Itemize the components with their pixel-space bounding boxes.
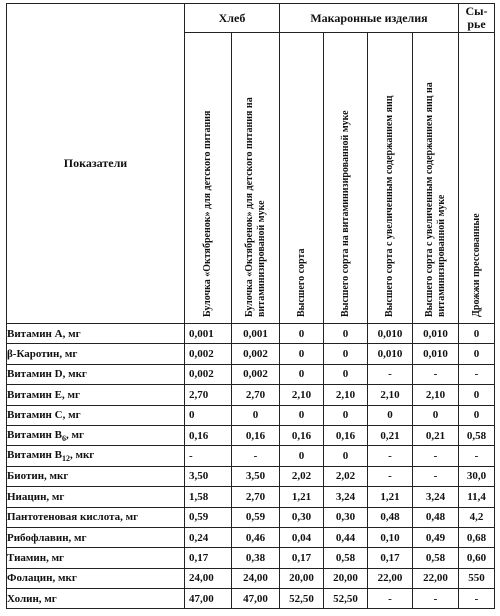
row-label-text: Биотин, мкг <box>7 470 69 483</box>
row-label <box>7 385 185 405</box>
table-cell: 2,02 <box>324 466 368 486</box>
table-cell: - <box>368 589 413 609</box>
table-cell: 0,001 <box>232 324 280 344</box>
table-body <box>7 324 495 609</box>
row-label <box>7 324 185 344</box>
row-label <box>7 466 185 486</box>
table-cell: 1,21 <box>368 487 413 507</box>
table-cell: - <box>185 446 232 466</box>
table-row <box>7 527 495 547</box>
column-header: Высшего сорта с увеличенным содержанием яиц <box>368 33 413 324</box>
table-cell: - <box>368 446 413 466</box>
table-cell: 0 <box>459 405 495 425</box>
table-cell: - <box>459 364 495 384</box>
table-cell: 0,21 <box>368 425 413 445</box>
row-label-text: Витамин В <box>7 428 62 441</box>
table-cell: 0 <box>280 446 324 466</box>
row-label-text: Витамин В <box>7 448 62 461</box>
table-cell: 22,00 <box>413 568 459 588</box>
row-label-text: Фолацин, мкг <box>7 572 77 585</box>
table-row <box>7 548 495 568</box>
table-cell: 0,002 <box>232 344 280 364</box>
row-label-subscript: 6 <box>61 433 66 443</box>
group-header-bread: Хлеб <box>185 4 280 33</box>
table-cell: 0 <box>280 344 324 364</box>
table-cell: 0,002 <box>185 344 232 364</box>
table-row <box>7 324 495 344</box>
table-cell: 47,00 <box>185 589 232 609</box>
row-label-unit: , мкг <box>69 448 95 461</box>
table-cell: 0,58 <box>324 548 368 568</box>
row-label-text: Витамин С, мг <box>7 409 81 422</box>
row-label <box>7 548 185 568</box>
row-label-subscript: 12 <box>61 454 70 464</box>
table-cell: 2,70 <box>185 385 232 405</box>
table-cell: 0,16 <box>232 425 280 445</box>
row-label-unit: , мг <box>65 428 84 441</box>
row-label <box>7 568 185 588</box>
table-cell: 2,02 <box>280 466 324 486</box>
table-cell: 47,00 <box>232 589 280 609</box>
table-cell: 2,10 <box>368 385 413 405</box>
table-cell: 0,16 <box>185 425 232 445</box>
row-label <box>7 446 185 466</box>
table-cell: - <box>368 364 413 384</box>
row-label-text: Рибофлавин, мг <box>7 531 87 544</box>
table-cell: - <box>413 466 459 486</box>
table-cell: 0,002 <box>185 364 232 384</box>
table-cell: 2,10 <box>324 385 368 405</box>
group-header-pasta: Макаронные изделия <box>280 4 459 33</box>
table-cell: 0 <box>324 324 368 344</box>
table-cell: 22,00 <box>368 568 413 588</box>
row-label-text: β-Каротин, мг <box>7 348 78 361</box>
table-cell: - <box>413 589 459 609</box>
table-row <box>7 507 495 527</box>
table-cell: 0 <box>324 344 368 364</box>
table-row <box>7 385 495 405</box>
row-label <box>7 364 185 384</box>
table-cell: - <box>232 446 280 466</box>
column-header: Булочка «Октябренок» для детского питания <box>185 33 232 324</box>
table-row <box>7 568 495 588</box>
table-cell: 0 <box>280 364 324 384</box>
table-cell: 0 <box>413 405 459 425</box>
table-cell: - <box>368 466 413 486</box>
table-cell: 0 <box>324 405 368 425</box>
table-cell: 0,30 <box>324 507 368 527</box>
table-cell: 0,001 <box>185 324 232 344</box>
table-row <box>7 425 495 445</box>
table-cell: 0,48 <box>368 507 413 527</box>
table-cell: 2,70 <box>232 385 280 405</box>
table-cell: 0,17 <box>280 548 324 568</box>
table-cell: 0 <box>280 405 324 425</box>
table-cell: 0,17 <box>185 548 232 568</box>
table-row <box>7 487 495 507</box>
header-group-row <box>7 4 495 33</box>
table-cell: 24,00 <box>185 568 232 588</box>
row-label <box>7 507 185 527</box>
table-cell: 3,50 <box>232 466 280 486</box>
row-label-text: Витамин Е, мг <box>7 388 80 401</box>
table-cell: 0,38 <box>232 548 280 568</box>
group-header-raw-text: Сы- рье <box>465 4 488 31</box>
table-cell: 0,59 <box>185 507 232 527</box>
table-cell: 0,24 <box>185 527 232 547</box>
row-label-text: Тиамин, мг <box>7 551 65 564</box>
table-row <box>7 405 495 425</box>
table-cell: 0,17 <box>368 548 413 568</box>
table-cell: 0,49 <box>413 527 459 547</box>
nutrition-table <box>6 3 495 609</box>
row-label <box>7 425 185 445</box>
table-cell: 0,44 <box>324 527 368 547</box>
table-row <box>7 466 495 486</box>
table-cell: 2,10 <box>280 385 324 405</box>
table-cell: 0 <box>459 344 495 364</box>
table-cell: 0,010 <box>368 324 413 344</box>
table-cell: 0 <box>324 364 368 384</box>
table-cell: 20,00 <box>280 568 324 588</box>
table-cell: 0,59 <box>232 507 280 527</box>
table-cell: 20,00 <box>324 568 368 588</box>
table-cell: 0 <box>324 446 368 466</box>
table-cell: 550 <box>459 568 495 588</box>
table-row <box>7 344 495 364</box>
table-cell: - <box>459 446 495 466</box>
table-cell: 0 <box>185 405 232 425</box>
table-cell: 0,10 <box>368 527 413 547</box>
table-cell: 24,00 <box>232 568 280 588</box>
column-header: Булочка «Октябренок» для детского питания на витаминизированой муке <box>232 33 280 324</box>
table-cell: 0,010 <box>368 344 413 364</box>
table-cell: 0,04 <box>280 527 324 547</box>
table-cell: 30,0 <box>459 466 495 486</box>
row-label <box>7 344 185 364</box>
table-cell: 0,58 <box>413 548 459 568</box>
row-label-text: Витамин А, мг <box>7 327 81 340</box>
table-cell: 0 <box>459 324 495 344</box>
table-cell: - <box>413 446 459 466</box>
table-cell: 0,010 <box>413 344 459 364</box>
table-cell: 2,70 <box>232 487 280 507</box>
table-cell: 1,58 <box>185 487 232 507</box>
row-label <box>7 589 185 609</box>
column-header: Высшего сорта на витаминизированной муке <box>324 33 368 324</box>
table-cell: 11,4 <box>459 487 495 507</box>
table-cell: 3,24 <box>413 487 459 507</box>
table-cell: - <box>459 589 495 609</box>
row-label-text: Витамин D, мкг <box>7 368 87 381</box>
table-row <box>7 364 495 384</box>
table-cell: 0,48 <box>413 507 459 527</box>
table-cell: 4,2 <box>459 507 495 527</box>
row-label <box>7 527 185 547</box>
column-header: Дрожжи прессованные <box>459 33 495 324</box>
table-cell: 0 <box>368 405 413 425</box>
table-cell: 0 <box>280 324 324 344</box>
row-label-text: Холин, мг <box>7 592 57 605</box>
table-cell: 0,60 <box>459 548 495 568</box>
table-row <box>7 589 495 609</box>
table-cell: 0,68 <box>459 527 495 547</box>
table-cell: 0 <box>232 405 280 425</box>
table-cell: 0 <box>459 385 495 405</box>
table-cell: 0,002 <box>232 364 280 384</box>
column-header: Высшего сорта с увеличенным содержанием яиц на витаминизированной муке <box>413 33 459 324</box>
table-row <box>7 446 495 466</box>
table-cell: 1,21 <box>280 487 324 507</box>
row-label <box>7 487 185 507</box>
column-header: Высшего сорта <box>280 33 324 324</box>
table-cell: 52,50 <box>280 589 324 609</box>
table-cell: 2,10 <box>413 385 459 405</box>
row-label-text: Ниацин, мг <box>7 490 65 503</box>
table-cell: - <box>413 364 459 384</box>
table-cell: 52,50 <box>324 589 368 609</box>
row-label-text: Пантотеновая кислота, мг <box>7 511 139 524</box>
table-cell: 3,50 <box>185 466 232 486</box>
group-header-raw <box>459 4 495 33</box>
table-cell: 0,010 <box>413 324 459 344</box>
table-cell: 3,24 <box>324 487 368 507</box>
table-cell: 0,30 <box>280 507 324 527</box>
table-cell: 0,58 <box>459 425 495 445</box>
table-cell: 0,46 <box>232 527 280 547</box>
table-cell: 0,21 <box>413 425 459 445</box>
table-cell: 0,16 <box>324 425 368 445</box>
row-label <box>7 405 185 425</box>
table-cell: 0,16 <box>280 425 324 445</box>
indicators-header: Показатели <box>7 4 185 324</box>
